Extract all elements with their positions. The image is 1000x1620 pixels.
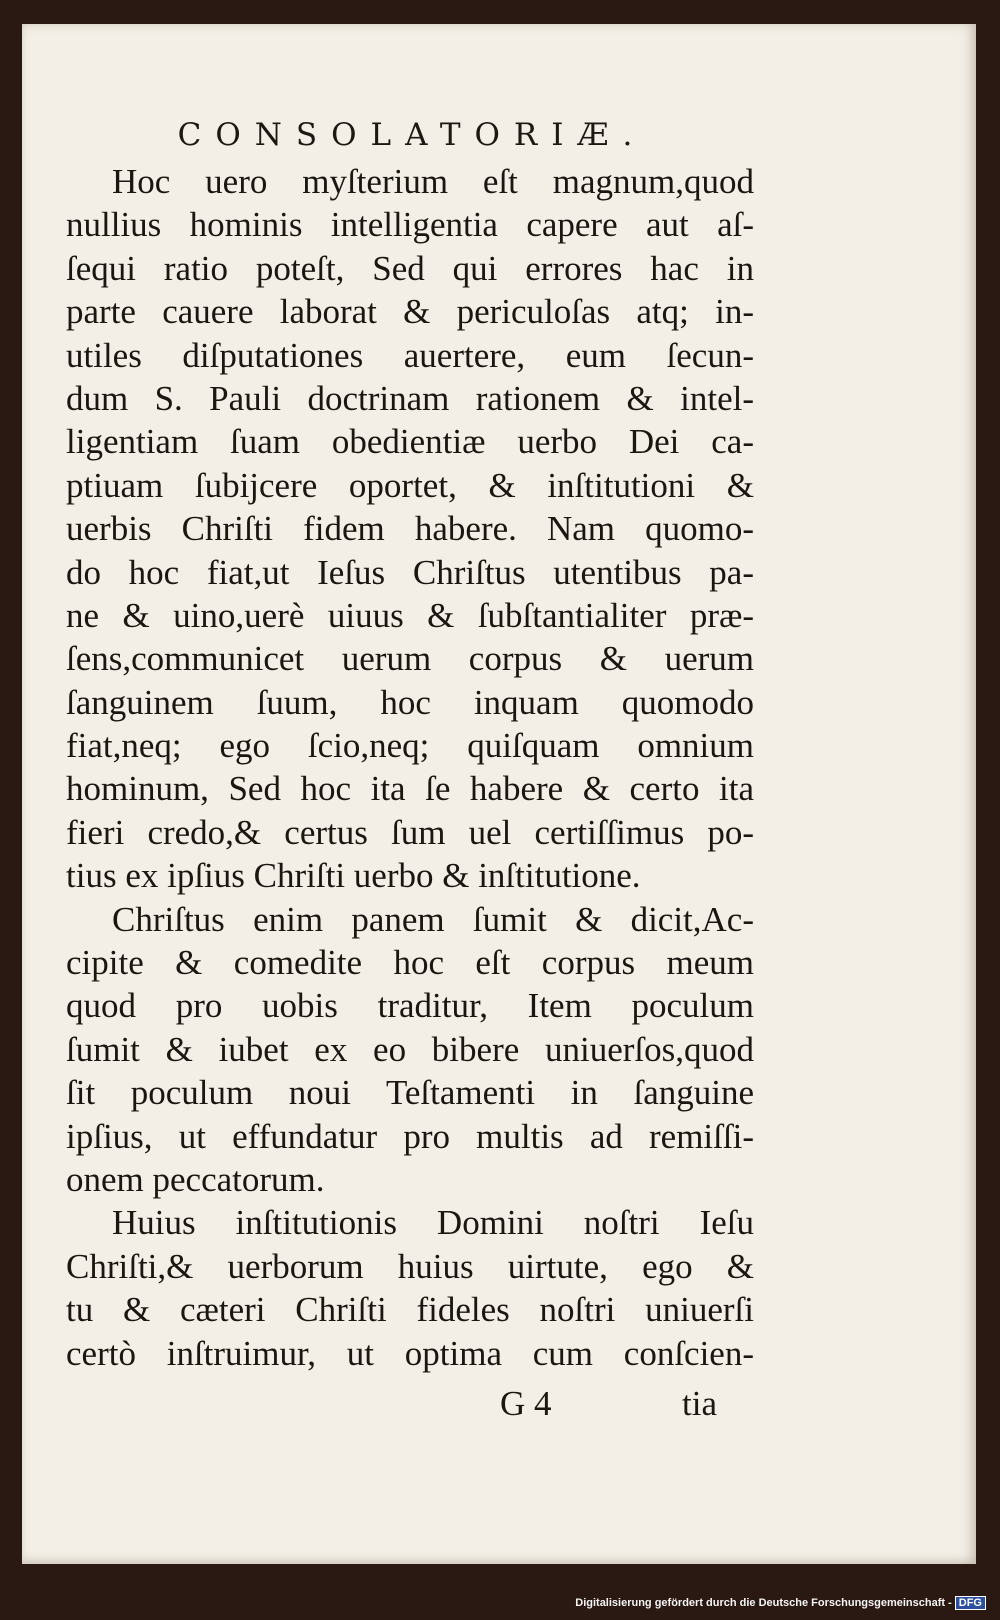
text-line: Huius inſtitutionis Domini noſtri Ieſu xyxy=(112,1203,754,1243)
text-line: fiat,neq; ego ſcio,neq; quiſquam omnium xyxy=(66,726,754,766)
text-line: onem peccatorum. xyxy=(66,1159,325,1199)
text-line: tius ex ipſius Chriſti uerbo & inſtitutione. xyxy=(66,856,641,896)
text-line: Hoc uero myſterium eſt magnum,quod xyxy=(112,162,754,201)
text-line: ſens,communicet uerum corpus & uerum xyxy=(66,639,754,679)
text-line: ſanguinem ſuum, hoc inquam quomodo xyxy=(66,682,754,722)
text-line: tu & cæteri Chriſti fideles noſtri uniuerſi xyxy=(66,1290,754,1330)
running-title: CONSOLATORIÆ. xyxy=(177,117,647,153)
text-line: ptiuam ſubijcere oportet, & inſtitutioni & xyxy=(66,465,754,505)
banner-text: Digitalisierung gefördert durch die Deutsche Forschungsgemeinschaft - xyxy=(575,1597,952,1609)
paragraph-1 xyxy=(66,160,754,898)
paragraph-3 xyxy=(66,1201,754,1375)
text-line: ligentiam ſuam obedientiæ uerbo Dei ca- xyxy=(66,422,754,462)
text-line: Chriſtus enim panem ſumit & dicit,Ac- xyxy=(112,899,754,939)
text-line: ſequi ratio poteſt, Sed qui errores hac in xyxy=(66,248,754,288)
text-line: utiles diſputationes auertere, eum ſecun- xyxy=(66,335,754,375)
text-line: ſumit & iubet ex eo bibere uniuerſos,quod xyxy=(66,1029,754,1069)
text-line: hominum, Sed hoc ita ſe habere & certo ita xyxy=(66,769,754,809)
text-line: dum S. Pauli doctrinam rationem & intel- xyxy=(66,378,754,418)
text-line: ne & uino,uerè uiuus & ſubſtantialiter præ- xyxy=(66,595,754,635)
text-line: quod pro uobis traditur, Item poculum xyxy=(66,986,754,1026)
body-text xyxy=(66,160,754,1375)
signature-mark: G 4 xyxy=(500,1384,552,1423)
text-line: ſit poculum noui Teſtamenti in ſanguine xyxy=(66,1073,754,1113)
text-line: uerbis Chriſti fidem habere. Nam quomo- xyxy=(66,509,754,549)
text-line: cipite & comedite hoc eſt corpus meum xyxy=(66,943,754,983)
text-line: nullius hominis intelligentia capere aut aſ- xyxy=(66,205,754,245)
dfg-logo-icon: DFG xyxy=(955,1596,986,1610)
paragraph-2 xyxy=(66,898,754,1202)
text-line: do hoc fiat,ut Ieſus Chriſtus utentibus pa- xyxy=(66,552,754,592)
text-line: ipſius, ut effundatur pro multis ad remiſſi- xyxy=(66,1116,754,1156)
text-line: parte cauere laborat & periculoſas atq; in- xyxy=(66,292,754,332)
text-line: certò inſtruimur, ut optima cum conſcien- xyxy=(66,1333,754,1373)
digitization-banner xyxy=(571,1594,990,1612)
book-page xyxy=(22,24,976,1564)
text-line: Chriſti,& uerborum huius uirtute, ego & xyxy=(66,1246,754,1286)
catchword: tia xyxy=(682,1384,717,1423)
text-line: fieri credo,& certus ſum uel certiſſimus po- xyxy=(66,812,754,852)
